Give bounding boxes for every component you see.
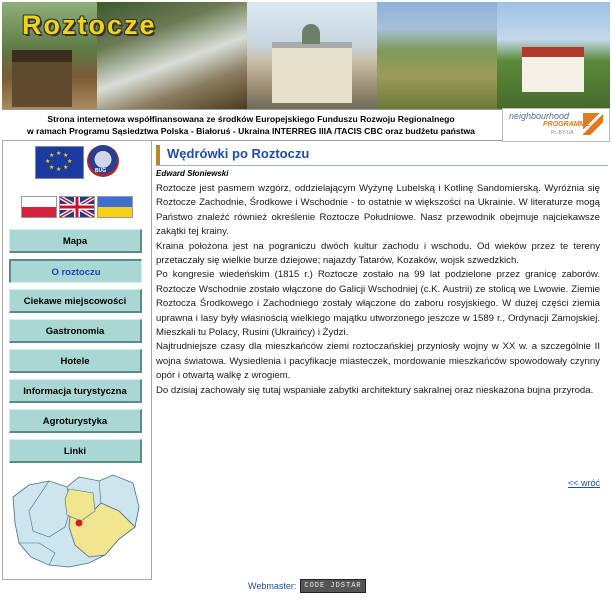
- page-title: Wędrówki po Roztoczu: [167, 146, 310, 161]
- article-paragraph: Najtrudniejsze czasy dla mieszkańców ziemi roztoczańskiej przyniosły wojny w XX w. a szczególnie II wojna światowa. Wysiedlenia i pacyfikacje miasteczek, mordowanie mieszkańców spowodowały czynny opór i otwartą walkę z wrogiem.: [156, 341, 600, 382]
- menu-item-mapa[interactable]: Mapa: [9, 229, 142, 253]
- region-map-icon: [9, 467, 142, 575]
- ukraine-flag-icon[interactable]: [97, 196, 133, 218]
- header-banner: [2, 2, 610, 109]
- webmaster-label: Webmaster:: [248, 581, 297, 591]
- article-paragraph: Kraina położona jest na pograniczu dwóch kultur zachodu i wschodu. Od wieków przez te tereny przetaczały się wielkie burze dziejowe; najazdy Tatarów, Kozaków, wojsk szwedzkich.: [156, 240, 600, 267]
- article-paragraph: Po kongresie wiedeńskim (1815 r.) Roztocze zostało na 99 lat podzielone przez granicę zaborów. Roztocze Wschodnie zostało włączone do Galicji Wschodniej (c.K. Austrii) ze stolicą we Lwowie. Ziemie Roztocza Środkowego i Zachodniego zostały włączone do zaboru rosyjskiego. W dużej części ziemia uprawna i lasy były własnością wielkiego majątku utworzonego jeszcze w 1589 r., Ordynacji Zamojskiej. Mieszkali tu Polacy, Rusini (Ukraińcy) i Żydzi.: [156, 269, 600, 339]
- menu-item-o-roztoczu[interactable]: O roztoczu: [9, 259, 142, 283]
- menu-item-ciekawe-miejscowosci[interactable]: Ciekawe miejscowości: [9, 289, 142, 313]
- funding-info-bar: [2, 109, 610, 141]
- article-paragraph: Roztocze jest pasmem wzgórz, oddzielającym Wyżynę Lubelską i Kotlinę Sandomierską. Wyróżnia się Roztocze Zachodnie, Środkowe i Wschodnie - to ostatnie w większości na Ukrainie. W literaturze mogą Państwo znaleźć również określenie Roztocze Południowe. Nasz przewodnik obejmuje najciekawsze zakątki tej krainy.: [156, 183, 600, 238]
- site-title: Roztocze: [22, 10, 157, 40]
- euroregion-logo-text: BUG: [95, 168, 107, 174]
- poland-flag-icon[interactable]: [21, 196, 57, 218]
- heading-divider: [156, 165, 608, 166]
- article-author: Edward Słoniewski: [156, 169, 229, 178]
- logo-line-1: neighbourhood: [509, 111, 570, 121]
- menu-item-gastronomia[interactable]: Gastronomia: [9, 319, 142, 343]
- uk-flag-icon[interactable]: [59, 196, 95, 218]
- neighbourhood-programme-logo: [502, 108, 610, 142]
- webmaster-badge[interactable]: CODE JDSTAR: [300, 579, 366, 593]
- heading-accent-bar: [156, 145, 160, 165]
- back-link[interactable]: << wróć: [567, 478, 600, 488]
- logo-line-3: PL-BY-UA: [551, 130, 574, 136]
- menu-item-informacja-turystyczna[interactable]: Informacja turystyczna: [9, 379, 142, 403]
- main-content: [152, 140, 610, 580]
- menu-item-hotele[interactable]: Hotele: [9, 349, 142, 373]
- eu-flag-icon: ★ ★ ★ ★ ★ ★ ★ ★: [35, 146, 84, 179]
- subtitle-line-1: Strona internetowa współfinansowana ze środków Europejskiego Funduszu Rozwoju Regionalnego: [47, 114, 455, 124]
- menu-item-linki[interactable]: Linki: [9, 439, 142, 463]
- sidebar: [2, 140, 152, 580]
- article-body: [156, 182, 600, 398]
- article-paragraph: Do dzisiaj zachowały się tutaj wspaniałe zabytki architektury sakralnej oraz nieskażona bujna przyroda.: [156, 384, 594, 396]
- logo-line-2: PROGRAMME: [543, 121, 591, 128]
- subtitle-line-2: w ramach Programu Sąsiedztwa Polska - Białoruś - Ukraina INTERREG IIIA /TACIS CBC oraz budżetu państwa: [27, 126, 475, 136]
- uk-flag-graphic: [60, 197, 94, 217]
- funding-subtitle: [8, 113, 494, 137]
- menu-item-agroturystyka[interactable]: Agroturystyka: [9, 409, 142, 433]
